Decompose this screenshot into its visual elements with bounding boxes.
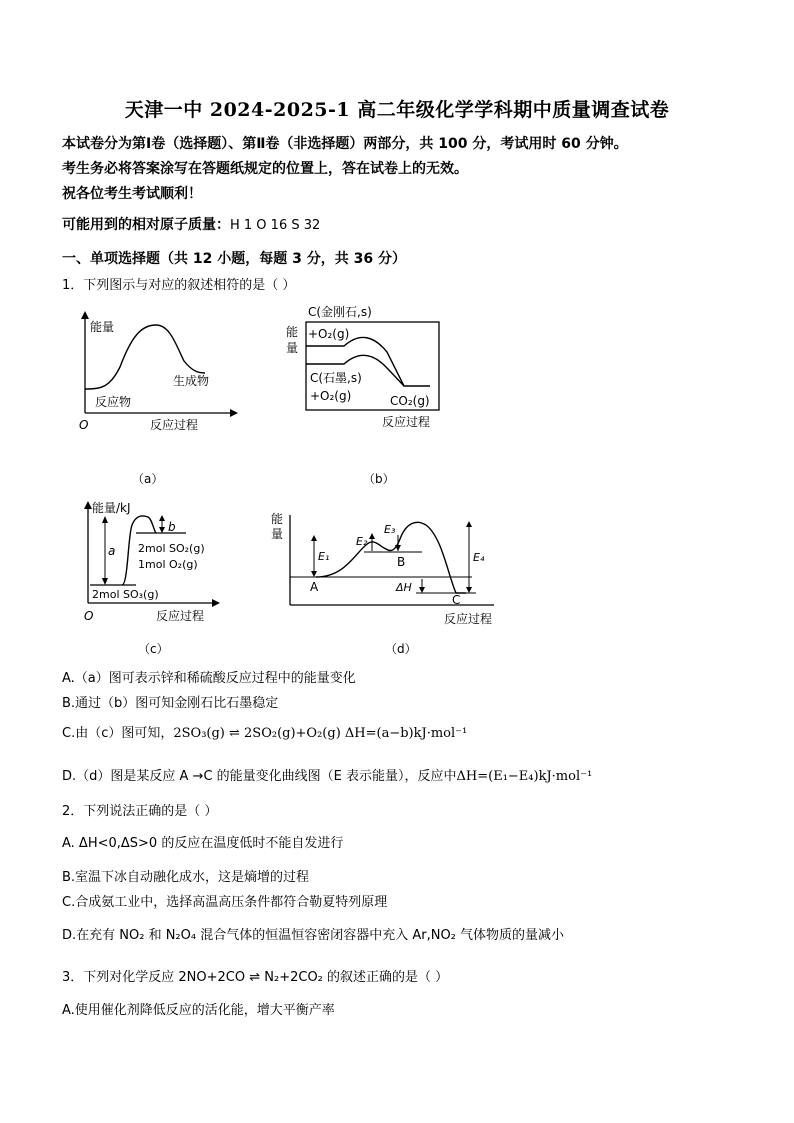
intro-line-1: 本试卷分为第Ⅰ卷（选择题）、第Ⅱ卷（非选择题）两部分，共 100 分，考试用时 60 分钟。 <box>62 136 628 152</box>
fig-d-dh-label: ΔH <box>396 581 412 594</box>
fig-c-caption: （c） <box>138 642 169 656</box>
atomic-mass-line <box>62 214 320 234</box>
figure-a <box>70 305 260 440</box>
fig-d-caption: （d） <box>385 642 417 656</box>
figure-b <box>282 302 447 437</box>
fig-c-xlabel: 反应过程 <box>156 609 205 623</box>
fig-b-product: CO₂(g) <box>390 394 430 408</box>
fig-d-point-a: A <box>310 580 319 594</box>
section-heading: 一、单项选择题（共 12 小题，每题 3 分，共 36 分） <box>62 251 406 267</box>
fig-b-ylabel-2: 量 <box>286 341 299 355</box>
fig-c-upper-1: 2mol SO₂(g) <box>138 542 205 555</box>
fig-b-top-label-2: +O₂(g) <box>308 327 350 341</box>
q2-option-d: D.在充有 NO₂ 和 N₂O₄ 混合气体的恒温恒容密闭容器中充入 Ar,NO₂ 气体物质的量减小 <box>62 928 565 943</box>
q2-option-c: C.合成氨工业中，选择高温高压条件都符合勒夏特列原理 <box>62 895 388 910</box>
q3-option-a: A.使用催化剂降低反应的活化能，增大平衡产率 <box>62 1003 335 1018</box>
q2-option-a: A. ΔH<0,ΔS>0 的反应在温度低时不能自发进行 <box>62 836 344 851</box>
fig-a-product: 生成物 <box>173 374 210 388</box>
fig-d-e1-label: E₁ <box>318 550 330 563</box>
figure-c <box>78 495 228 625</box>
fig-a-origin: O <box>79 418 89 432</box>
q1-option-a: A.（a）图可表示锌和稀硫酸反应过程中的能量变化 <box>62 671 356 686</box>
fig-d-ylabel-2: 量 <box>271 527 284 541</box>
fig-c-ylabel: 能量/kJ <box>92 501 131 515</box>
q3-stem: 3．下列对化学反应 2NO+2CO ⇌ N₂+2CO₂ 的叙述正确的是（ ） <box>62 970 449 985</box>
fig-c-a-label: a <box>108 544 116 558</box>
fig-d-ylabel-1: 能 <box>271 512 284 526</box>
q1-option-d-prefix: D.（d）图是某反应 A →C 的能量变化曲线图（E 表示能量），反应中 <box>62 769 457 784</box>
fig-d-e3-label: E₃ <box>384 523 396 536</box>
q1-option-c <box>62 722 467 741</box>
fig-b-top-label-1: C(金刚石,s) <box>308 305 372 319</box>
q1-option-c-prefix: C.由（c）图可知， <box>62 726 174 741</box>
fig-d-e2-label: E₂ <box>356 535 368 548</box>
fig-b-xlabel: 反应过程 <box>382 415 431 429</box>
fig-b-mid-label-1: C(石墨,s) <box>310 371 362 385</box>
fig-b-ylabel-1: 能 <box>286 325 299 339</box>
q1-option-d <box>62 765 592 784</box>
atomic-mass-label: 可能用到的相对原子质量： <box>62 217 230 233</box>
fig-d-point-c: C <box>452 593 461 607</box>
fig-d-point-b: B <box>397 555 406 569</box>
q2-option-b: B.室温下冰自动融化成水，这是熵增的过程 <box>62 870 310 885</box>
q2-stem: 2．下列说法正确的是（ ） <box>62 804 218 819</box>
atomic-mass-values: H 1 O 16 S 32 <box>230 218 321 233</box>
fig-a-xlabel: 反应过程 <box>150 418 199 432</box>
fig-b-mid-label-2: +O₂(g) <box>310 389 352 403</box>
fig-d-e4-label: E₄ <box>473 551 485 564</box>
intro-line-2: 考生务必将答案涂写在答题纸规定的位置上，答在试卷上的无效。 <box>62 161 468 177</box>
fig-c-lower: 2mol SO₃(g) <box>92 588 159 601</box>
fig-a-caption: （a） <box>132 472 164 486</box>
fig-c-upper-2: 1mol O₂(g) <box>138 558 198 571</box>
fig-b-caption: （b） <box>363 472 395 486</box>
figure-d <box>266 505 501 630</box>
fig-d-xlabel: 反应过程 <box>444 612 493 626</box>
q1-stem: 1．下列图示与对应的叙述相符的是（ ） <box>62 278 296 293</box>
q1-option-d-equation: ΔH=(E₁−E₄)kJ·mol⁻¹ <box>456 769 593 784</box>
q1-option-b: B.通过（b）图可知金刚石比石墨稳定 <box>62 696 279 711</box>
fig-a-reactant: 反应物 <box>95 395 132 409</box>
page-title: 天津一中 2024-2025-1 高二年级化学学科期中质量调查试卷 <box>124 99 670 121</box>
fig-c-origin: O <box>84 609 94 623</box>
intro-line-3: 祝各位考生考试顺利！ <box>62 186 202 202</box>
fig-a-ylabel: 能量 <box>90 320 115 334</box>
fig-c-b-label: b <box>168 520 176 534</box>
q1-option-c-equation: 2SO₃(g) ⇌ 2SO₂(g)+O₂(g) ΔH=(a−b)kJ·mol⁻¹ <box>173 726 468 741</box>
